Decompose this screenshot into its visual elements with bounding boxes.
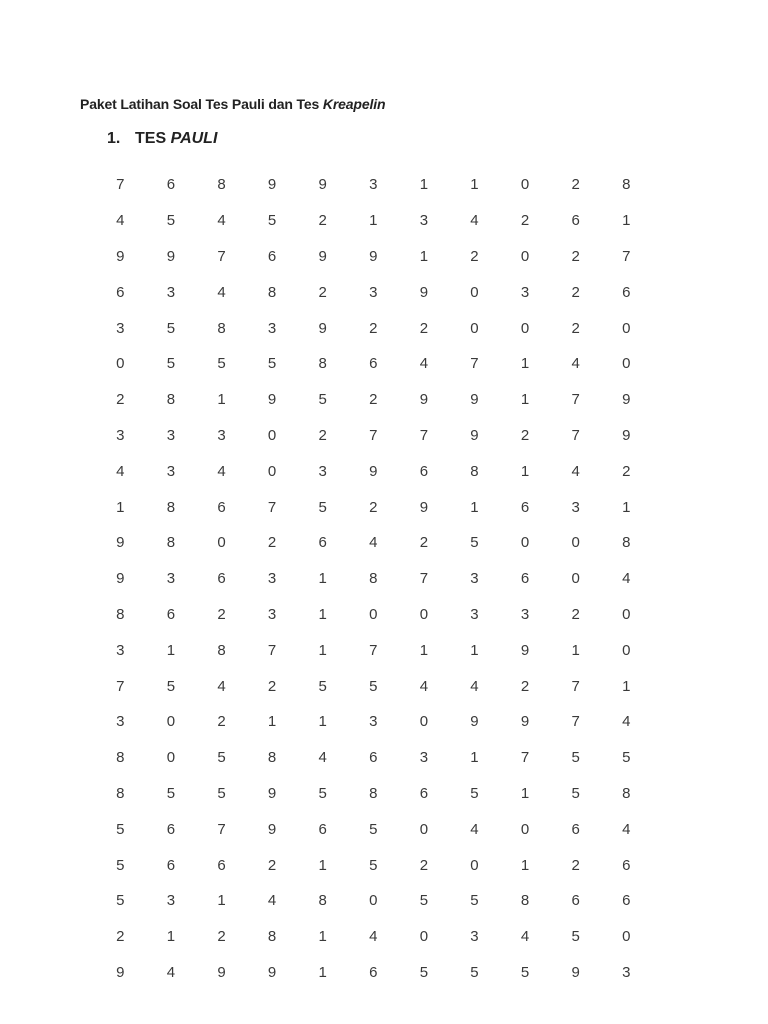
grid-number: 9 bbox=[419, 391, 429, 409]
grid-number: 2 bbox=[318, 212, 327, 230]
grid-number: 6 bbox=[217, 570, 226, 588]
grid-row bbox=[95, 453, 652, 489]
grid-number: 7 bbox=[116, 677, 125, 695]
grid-number: 8 bbox=[166, 498, 176, 516]
grid-row bbox=[95, 489, 652, 525]
grid-number: 2 bbox=[571, 176, 580, 194]
grid-number: 4 bbox=[622, 570, 631, 588]
grid-number: 2 bbox=[267, 856, 277, 874]
grid-number: 5 bbox=[369, 856, 378, 874]
grid-number: 3 bbox=[116, 713, 125, 731]
grid-number: 0 bbox=[267, 426, 277, 444]
grid-number: 8 bbox=[622, 534, 631, 552]
grid-number: 1 bbox=[318, 641, 327, 659]
grid-number: 1 bbox=[267, 713, 277, 731]
grid-number: 8 bbox=[116, 749, 125, 767]
grid-number: 3 bbox=[166, 570, 176, 588]
grid-number: 1 bbox=[419, 247, 429, 265]
grid-row bbox=[95, 310, 652, 346]
grid-number: 3 bbox=[369, 176, 378, 194]
grid-number: 7 bbox=[267, 498, 277, 516]
section-label-emphasis: PAULI bbox=[170, 130, 218, 147]
grid-number: 3 bbox=[369, 713, 378, 731]
grid-number: 7 bbox=[622, 247, 631, 265]
grid-row bbox=[95, 704, 652, 740]
grid-number: 8 bbox=[369, 570, 378, 588]
grid-number: 4 bbox=[419, 677, 429, 695]
grid-row bbox=[95, 203, 652, 239]
section-heading-pauli bbox=[107, 129, 217, 149]
grid-number: 9 bbox=[217, 963, 226, 981]
grid-number: 0 bbox=[419, 605, 429, 623]
document-title bbox=[80, 95, 385, 113]
grid-number: 3 bbox=[267, 319, 277, 337]
grid-number: 3 bbox=[116, 641, 125, 659]
grid-number: 4 bbox=[166, 963, 176, 981]
grid-number: 4 bbox=[217, 212, 226, 230]
grid-number: 4 bbox=[116, 212, 125, 230]
grid-number: 6 bbox=[369, 355, 378, 373]
grid-number: 0 bbox=[470, 856, 479, 874]
grid-number: 1 bbox=[318, 713, 327, 731]
grid-number: 4 bbox=[369, 534, 378, 552]
document-title-text: Paket Latihan Soal Tes Pauli dan Tes bbox=[80, 96, 320, 112]
grid-number: 5 bbox=[571, 749, 580, 767]
grid-number: 5 bbox=[116, 820, 125, 838]
grid-number: 6 bbox=[571, 820, 580, 838]
grid-number: 8 bbox=[267, 283, 277, 301]
grid-number: 6 bbox=[166, 856, 176, 874]
grid-number: 1 bbox=[369, 212, 378, 230]
grid-number: 3 bbox=[166, 892, 176, 910]
grid-number: 3 bbox=[470, 928, 479, 946]
grid-number: 6 bbox=[267, 247, 277, 265]
grid-number: 5 bbox=[116, 856, 125, 874]
grid-number: 5 bbox=[166, 319, 176, 337]
grid-number: 5 bbox=[571, 928, 580, 946]
grid-number: 4 bbox=[470, 677, 479, 695]
grid-row bbox=[95, 525, 652, 561]
grid-number: 2 bbox=[116, 391, 125, 409]
grid-number: 2 bbox=[318, 426, 327, 444]
grid-number: 8 bbox=[267, 749, 277, 767]
grid-number: 5 bbox=[166, 355, 176, 373]
grid-number: 6 bbox=[166, 605, 176, 623]
grid-number: 0 bbox=[622, 355, 631, 373]
grid-number: 5 bbox=[318, 498, 327, 516]
grid-number: 1 bbox=[318, 605, 327, 623]
grid-number: 1 bbox=[318, 856, 327, 874]
grid-number: 7 bbox=[419, 570, 429, 588]
grid-number: 2 bbox=[622, 462, 631, 480]
grid-number: 4 bbox=[217, 283, 226, 301]
grid-number: 9 bbox=[470, 391, 479, 409]
grid-number: 1 bbox=[520, 856, 530, 874]
grid-number: 4 bbox=[318, 749, 327, 767]
grid-number: 2 bbox=[520, 677, 530, 695]
grid-number: 2 bbox=[217, 928, 226, 946]
grid-number: 8 bbox=[622, 176, 631, 194]
grid-number: 9 bbox=[622, 391, 631, 409]
grid-number: 2 bbox=[571, 856, 580, 874]
grid-number: 3 bbox=[369, 283, 378, 301]
grid-number: 6 bbox=[166, 176, 176, 194]
grid-number: 0 bbox=[470, 319, 479, 337]
document-title-emphasis: Kreapelin bbox=[322, 96, 386, 112]
grid-number: 9 bbox=[318, 176, 327, 194]
grid-number: 7 bbox=[571, 391, 580, 409]
grid-number: 5 bbox=[116, 892, 125, 910]
grid-number: 5 bbox=[419, 892, 429, 910]
grid-number: 3 bbox=[267, 605, 277, 623]
grid-number: 6 bbox=[166, 820, 176, 838]
grid-number: 6 bbox=[369, 749, 378, 767]
grid-row bbox=[95, 597, 652, 633]
grid-number: 1 bbox=[419, 176, 429, 194]
grid-number: 5 bbox=[369, 820, 378, 838]
grid-row bbox=[95, 418, 652, 454]
grid-number: 9 bbox=[520, 713, 530, 731]
grid-number: 5 bbox=[622, 749, 631, 767]
grid-number: 8 bbox=[622, 784, 631, 802]
grid-number: 6 bbox=[520, 498, 530, 516]
grid-number: 0 bbox=[622, 641, 631, 659]
grid-number: 8 bbox=[116, 784, 125, 802]
grid-number: 0 bbox=[520, 247, 530, 265]
grid-number: 0 bbox=[369, 605, 378, 623]
grid-number: 4 bbox=[571, 462, 580, 480]
grid-number: 2 bbox=[571, 283, 580, 301]
grid-number: 0 bbox=[217, 534, 226, 552]
grid-row bbox=[95, 919, 652, 955]
grid-number: 2 bbox=[217, 713, 226, 731]
grid-number: 9 bbox=[369, 462, 378, 480]
grid-number: 1 bbox=[318, 928, 327, 946]
grid-number: 2 bbox=[419, 856, 429, 874]
grid-number: 5 bbox=[166, 784, 176, 802]
grid-number: 0 bbox=[419, 713, 429, 731]
grid-number: 8 bbox=[166, 391, 176, 409]
grid-number: 7 bbox=[116, 176, 125, 194]
grid-row bbox=[95, 847, 652, 883]
grid-number: 4 bbox=[116, 462, 125, 480]
grid-number: 7 bbox=[470, 355, 479, 373]
grid-number: 5 bbox=[470, 534, 479, 552]
grid-number: 5 bbox=[217, 749, 226, 767]
grid-number: 5 bbox=[470, 784, 479, 802]
grid-number: 1 bbox=[622, 212, 631, 230]
grid-number: 0 bbox=[369, 892, 378, 910]
grid-number: 2 bbox=[571, 247, 580, 265]
grid-number: 1 bbox=[520, 355, 530, 373]
grid-number: 8 bbox=[520, 892, 530, 910]
grid-number: 9 bbox=[470, 426, 479, 444]
grid-number: 1 bbox=[116, 498, 125, 516]
grid-number: 4 bbox=[217, 462, 226, 480]
grid-number: 9 bbox=[369, 247, 378, 265]
grid-number: 0 bbox=[520, 176, 530, 194]
grid-number: 8 bbox=[369, 784, 378, 802]
grid-number: 9 bbox=[318, 247, 327, 265]
grid-number: 9 bbox=[166, 247, 176, 265]
grid-number: 0 bbox=[419, 928, 429, 946]
grid-number: 4 bbox=[217, 677, 226, 695]
grid-number: 2 bbox=[369, 391, 378, 409]
grid-number: 2 bbox=[571, 319, 580, 337]
grid-number: 8 bbox=[217, 641, 226, 659]
grid-number: 2 bbox=[419, 319, 429, 337]
grid-number: 1 bbox=[217, 391, 226, 409]
grid-number: 8 bbox=[166, 534, 176, 552]
grid-number: 2 bbox=[369, 319, 378, 337]
grid-number: 1 bbox=[520, 391, 530, 409]
grid-number: 1 bbox=[622, 677, 631, 695]
grid-number: 1 bbox=[520, 784, 530, 802]
grid-number: 5 bbox=[166, 677, 176, 695]
grid-number: 5 bbox=[571, 784, 580, 802]
grid-number: 6 bbox=[571, 892, 580, 910]
grid-number: 3 bbox=[166, 283, 176, 301]
grid-number: 1 bbox=[470, 176, 479, 194]
grid-number: 9 bbox=[116, 963, 125, 981]
grid-number: 1 bbox=[470, 749, 479, 767]
grid-number: 4 bbox=[369, 928, 378, 946]
grid-number: 3 bbox=[116, 319, 125, 337]
grid-number: 4 bbox=[470, 212, 479, 230]
grid-number: 0 bbox=[166, 713, 176, 731]
grid-number: 1 bbox=[318, 570, 327, 588]
grid-number: 5 bbox=[318, 784, 327, 802]
grid-number: 3 bbox=[419, 749, 429, 767]
grid-number: 1 bbox=[571, 641, 580, 659]
grid-number: 9 bbox=[622, 426, 631, 444]
grid-number: 9 bbox=[520, 641, 530, 659]
grid-number: 0 bbox=[470, 283, 479, 301]
grid-number: 9 bbox=[267, 176, 277, 194]
grid-number: 8 bbox=[318, 892, 327, 910]
grid-number: 2 bbox=[116, 928, 125, 946]
grid-number: 0 bbox=[520, 319, 530, 337]
grid-number: 1 bbox=[217, 892, 226, 910]
grid-row bbox=[95, 811, 652, 847]
grid-number: 2 bbox=[571, 605, 580, 623]
grid-number: 0 bbox=[116, 355, 125, 373]
grid-number: 1 bbox=[419, 641, 429, 659]
grid-number: 0 bbox=[419, 820, 429, 838]
grid-number: 3 bbox=[520, 605, 530, 623]
grid-number: 5 bbox=[166, 212, 176, 230]
grid-number: 4 bbox=[622, 713, 631, 731]
grid-number: 2 bbox=[369, 498, 378, 516]
grid-number: 0 bbox=[622, 319, 631, 337]
grid-number: 2 bbox=[267, 677, 277, 695]
grid-number: 7 bbox=[217, 247, 226, 265]
grid-number: 9 bbox=[267, 391, 277, 409]
grid-number: 3 bbox=[622, 963, 631, 981]
grid-number: 6 bbox=[217, 856, 226, 874]
grid-number: 3 bbox=[217, 426, 226, 444]
grid-number: 2 bbox=[217, 605, 226, 623]
grid-number: 3 bbox=[470, 570, 479, 588]
grid-number: 9 bbox=[571, 963, 580, 981]
grid-number: 8 bbox=[318, 355, 327, 373]
grid-row bbox=[95, 668, 652, 704]
grid-number: 7 bbox=[217, 820, 226, 838]
grid-number: 3 bbox=[166, 462, 176, 480]
grid-number: 5 bbox=[267, 355, 277, 373]
grid-number: 0 bbox=[166, 749, 176, 767]
section-label: TES bbox=[135, 130, 167, 147]
grid-number: 9 bbox=[116, 534, 125, 552]
grid-number: 0 bbox=[571, 570, 580, 588]
grid-number: 6 bbox=[622, 892, 631, 910]
grid-number: 1 bbox=[520, 462, 530, 480]
grid-row bbox=[95, 883, 652, 919]
grid-row bbox=[95, 167, 652, 203]
grid-number: 1 bbox=[166, 641, 176, 659]
section-number: 1. bbox=[107, 130, 121, 147]
grid-row bbox=[95, 346, 652, 382]
grid-number: 7 bbox=[520, 749, 530, 767]
grid-number: 0 bbox=[622, 928, 631, 946]
grid-number: 5 bbox=[470, 892, 479, 910]
grid-number: 5 bbox=[419, 963, 429, 981]
grid-row bbox=[95, 776, 652, 812]
grid-number: 0 bbox=[520, 534, 530, 552]
grid-number: 6 bbox=[369, 963, 378, 981]
grid-number: 5 bbox=[318, 677, 327, 695]
grid-row bbox=[95, 274, 652, 310]
grid-number: 7 bbox=[571, 677, 580, 695]
grid-number: 2 bbox=[520, 426, 530, 444]
grid-number: 6 bbox=[419, 784, 429, 802]
grid-number: 0 bbox=[622, 605, 631, 623]
grid-number: 8 bbox=[470, 462, 479, 480]
grid-number: 9 bbox=[267, 820, 277, 838]
grid-number: 2 bbox=[419, 534, 429, 552]
grid-number: 6 bbox=[622, 283, 631, 301]
grid-number: 5 bbox=[267, 212, 277, 230]
grid-number: 4 bbox=[571, 355, 580, 373]
grid-number: 9 bbox=[267, 784, 277, 802]
grid-number: 5 bbox=[217, 784, 226, 802]
grid-row bbox=[95, 382, 652, 418]
grid-number: 8 bbox=[267, 928, 277, 946]
grid-number: 0 bbox=[267, 462, 277, 480]
grid-number: 1 bbox=[470, 641, 479, 659]
grid-number: 3 bbox=[318, 462, 327, 480]
grid-number: 7 bbox=[369, 426, 378, 444]
grid-number: 4 bbox=[470, 820, 479, 838]
grid-number: 8 bbox=[217, 176, 226, 194]
grid-number: 0 bbox=[520, 820, 530, 838]
grid-number: 6 bbox=[622, 856, 631, 874]
grid-number: 5 bbox=[217, 355, 226, 373]
grid-number: 7 bbox=[369, 641, 378, 659]
grid-number: 5 bbox=[369, 677, 378, 695]
grid-number: 3 bbox=[520, 283, 530, 301]
grid-number: 1 bbox=[166, 928, 176, 946]
grid-number: 2 bbox=[520, 212, 530, 230]
grid-number: 7 bbox=[571, 426, 580, 444]
grid-number: 8 bbox=[217, 319, 226, 337]
grid-number: 9 bbox=[470, 713, 479, 731]
pauli-number-grid bbox=[95, 167, 652, 990]
grid-number: 6 bbox=[318, 534, 327, 552]
grid-number: 3 bbox=[166, 426, 176, 444]
grid-number: 4 bbox=[622, 820, 631, 838]
grid-number: 1 bbox=[318, 963, 327, 981]
grid-number: 2 bbox=[318, 283, 327, 301]
grid-row bbox=[95, 561, 652, 597]
grid-number: 5 bbox=[318, 391, 327, 409]
grid-number: 8 bbox=[116, 605, 125, 623]
grid-number: 9 bbox=[267, 963, 277, 981]
grid-number: 2 bbox=[470, 247, 479, 265]
grid-row bbox=[95, 955, 652, 991]
grid-number: 6 bbox=[419, 462, 429, 480]
grid-number: 4 bbox=[520, 928, 530, 946]
grid-number: 3 bbox=[571, 498, 580, 516]
grid-number: 6 bbox=[571, 212, 580, 230]
grid-number: 9 bbox=[419, 498, 429, 516]
grid-number: 9 bbox=[419, 283, 429, 301]
grid-number: 7 bbox=[267, 641, 277, 659]
grid-number: 9 bbox=[116, 570, 125, 588]
grid-number: 0 bbox=[571, 534, 580, 552]
grid-number: 3 bbox=[470, 605, 479, 623]
grid-number: 1 bbox=[470, 498, 479, 516]
grid-number: 5 bbox=[520, 963, 530, 981]
grid-number: 3 bbox=[419, 212, 429, 230]
grid-number: 7 bbox=[419, 426, 429, 444]
grid-number: 6 bbox=[116, 283, 125, 301]
grid-number: 6 bbox=[318, 820, 327, 838]
grid-number: 6 bbox=[217, 498, 226, 516]
grid-row bbox=[95, 740, 652, 776]
grid-number: 3 bbox=[116, 426, 125, 444]
grid-row bbox=[95, 239, 652, 275]
grid-number: 4 bbox=[267, 892, 277, 910]
grid-number: 2 bbox=[267, 534, 277, 552]
grid-number: 3 bbox=[267, 570, 277, 588]
grid-number: 5 bbox=[470, 963, 479, 981]
grid-number: 9 bbox=[116, 247, 125, 265]
grid-number: 9 bbox=[318, 319, 327, 337]
grid-number: 1 bbox=[622, 498, 631, 516]
grid-row bbox=[95, 632, 652, 668]
grid-number: 7 bbox=[571, 713, 580, 731]
grid-number: 6 bbox=[520, 570, 530, 588]
grid-number: 4 bbox=[419, 355, 429, 373]
